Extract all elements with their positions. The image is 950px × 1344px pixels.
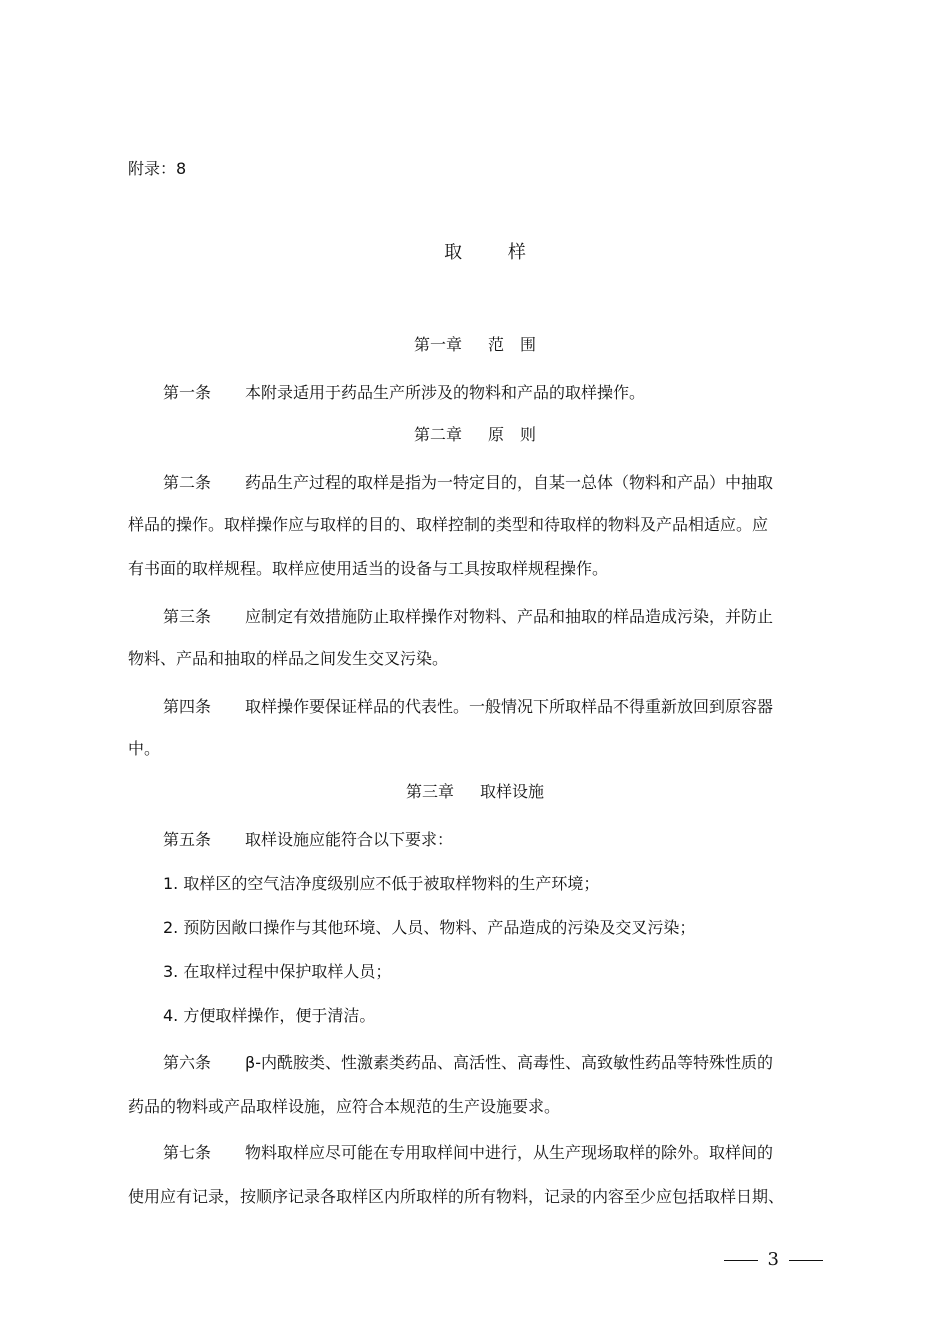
article-2-text-1: 药品生产过程的取样是指为一特定目的，自某一总体（物料和产品）中抽取 bbox=[245, 473, 774, 492]
page-number: 3 bbox=[767, 1249, 779, 1270]
footer-dash-left bbox=[724, 1260, 758, 1261]
article-4-text-1: 取样操作要保证样品的代表性。一般情况下所取样品不得重新放回到原容器 bbox=[245, 697, 774, 716]
article-7-line-1 bbox=[163, 1142, 773, 1164]
chapter-2-name: 原 则 bbox=[488, 425, 537, 444]
chapter-1-heading bbox=[0, 334, 950, 356]
article-7-text-1: 物料取样应尽可能在专用取样间中进行，从生产现场取样的除外。取样间的 bbox=[245, 1143, 774, 1162]
article-3-line-1 bbox=[163, 606, 773, 628]
appendix-label: 附录：8 bbox=[128, 159, 187, 178]
article-3-line-2: 物料、产品和抽取的样品之间发生交叉污染。 bbox=[128, 649, 449, 668]
article-2-line-2: 样品的操作。取样操作应与取样的目的、取样控制的类型和待取样的物料及产品相适应。应 bbox=[128, 515, 769, 534]
list-item: 3. 在取样过程中保护取样人员； bbox=[163, 962, 392, 981]
article-2-label: 第二条 bbox=[163, 473, 212, 492]
article-4-line-1 bbox=[163, 696, 773, 718]
chapter-1-name: 范 围 bbox=[488, 335, 537, 354]
article-1-text: 本附录适用于药品生产所涉及的物料和产品的取样操作。 bbox=[245, 383, 646, 402]
article-5-line-1 bbox=[163, 829, 453, 851]
article-3-label: 第三条 bbox=[163, 607, 212, 626]
article-4-line-2: 中。 bbox=[128, 739, 161, 758]
article-7-line-2: 使用应有记录，按顺序记录各取样区内所取样的所有物料，记录的内容至少应包括取样日期、 bbox=[128, 1187, 785, 1206]
chapter-3-number: 第三章 bbox=[405, 782, 454, 801]
footer-dash-right bbox=[789, 1260, 823, 1261]
document-title: 取 样 bbox=[444, 242, 546, 263]
chapter-3-name: 取样设施 bbox=[480, 782, 545, 801]
chapter-1-number: 第一章 bbox=[413, 335, 462, 354]
article-6-text-1: β-内酰胺类、性激素类药品、高活性、高毒性、高致敏性药品等特殊性质的 bbox=[245, 1053, 773, 1072]
chapter-3-heading bbox=[0, 781, 950, 803]
list-item: 2. 预防因敞口操作与其他环境、人员、物料、产品造成的污染及交叉污染； bbox=[163, 918, 696, 937]
article-6-label: 第六条 bbox=[163, 1053, 212, 1072]
article-1-label: 第一条 bbox=[163, 383, 212, 402]
article-6-line-2: 药品的物料或产品取样设施，应符合本规范的生产设施要求。 bbox=[128, 1097, 561, 1116]
article-5-label: 第五条 bbox=[163, 830, 212, 849]
chapter-2-number: 第二章 bbox=[413, 425, 462, 444]
article-2-line-1 bbox=[163, 472, 773, 494]
list-item: 4. 方便取样操作，便于清洁。 bbox=[163, 1006, 376, 1025]
article-1 bbox=[163, 382, 645, 404]
list-item: 1. 取样区的空气洁净度级别应不低于被取样物料的生产环境； bbox=[163, 874, 600, 893]
article-6-line-1 bbox=[163, 1052, 773, 1074]
article-2-line-3: 有书面的取样规程。取样应使用适当的设备与工具按取样规程操作。 bbox=[128, 559, 609, 578]
article-5-text-1: 取样设施应能符合以下要求： bbox=[245, 830, 454, 849]
chapter-2-heading bbox=[0, 424, 950, 446]
page-footer bbox=[724, 1249, 823, 1271]
article-3-text-1: 应制定有效措施防止取样操作对物料、产品和抽取的样品造成污染，并防止 bbox=[245, 607, 774, 626]
article-7-label: 第七条 bbox=[163, 1143, 212, 1162]
article-4-label: 第四条 bbox=[163, 697, 212, 716]
